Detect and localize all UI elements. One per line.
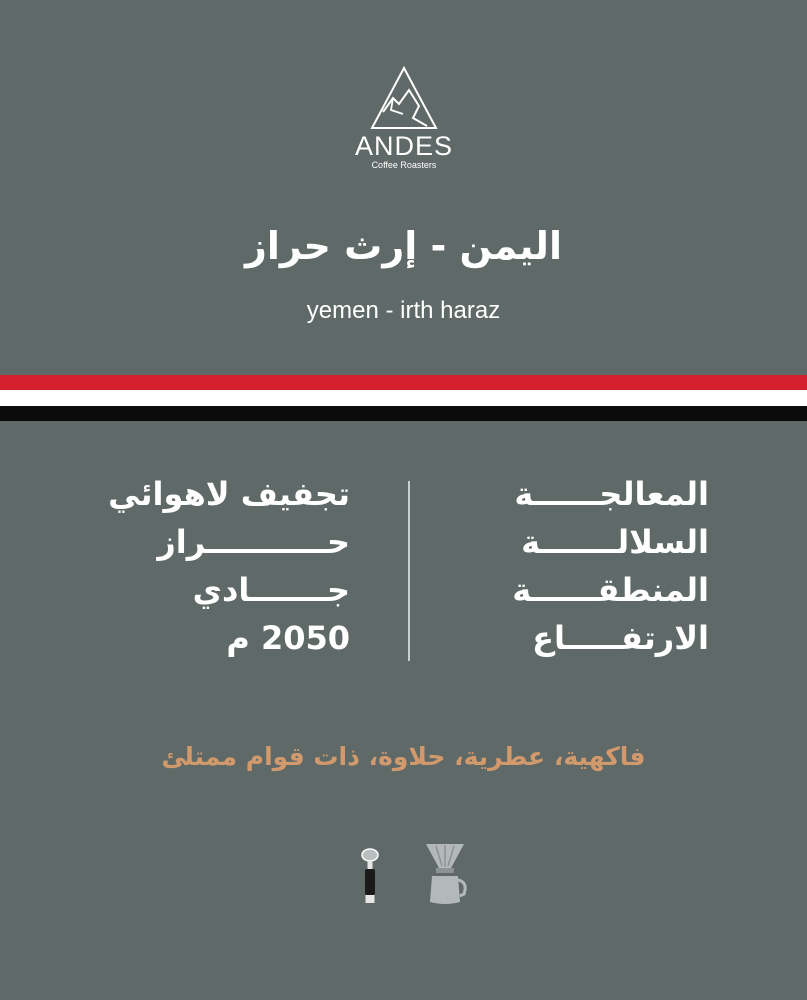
value-altitude: 2050 م [226,619,350,657]
product-title-arabic: اليمن - إرث حراز [245,224,562,268]
brand-name: ANDES [354,131,454,161]
label-variety: السلالـــــــة [521,523,709,561]
detail-values [50,470,350,662]
espresso-portafilter-icon [355,846,385,908]
brand-logo [340,66,468,181]
value-variety: حـــــــــــراز [157,523,350,561]
brand-tagline: Coffee Roasters [371,160,437,170]
value-region: جـــــــادي [192,571,350,609]
value-processing: تجفيف لاهوائي [108,475,350,513]
flavor-notes: فاكهية، عطرية، حلاوة، ذات قوام ممتلئ [161,742,646,771]
detail-labels [439,470,709,662]
yemen-flag-stripes [0,375,807,421]
label-altitude: الارتفـــــاع [532,619,709,657]
flag-red-stripe [0,375,807,390]
label-region: المنطقــــــة [512,571,709,609]
flag-white-stripe [0,390,807,406]
pour-over-dripper-icon [420,842,470,906]
product-title-english: yemen - irth haraz [306,297,501,324]
label-processing: المعالجــــــة [514,475,709,513]
flag-black-stripe [0,406,807,421]
column-divider [408,481,410,661]
mountain-triangle-logo-icon [369,66,439,130]
